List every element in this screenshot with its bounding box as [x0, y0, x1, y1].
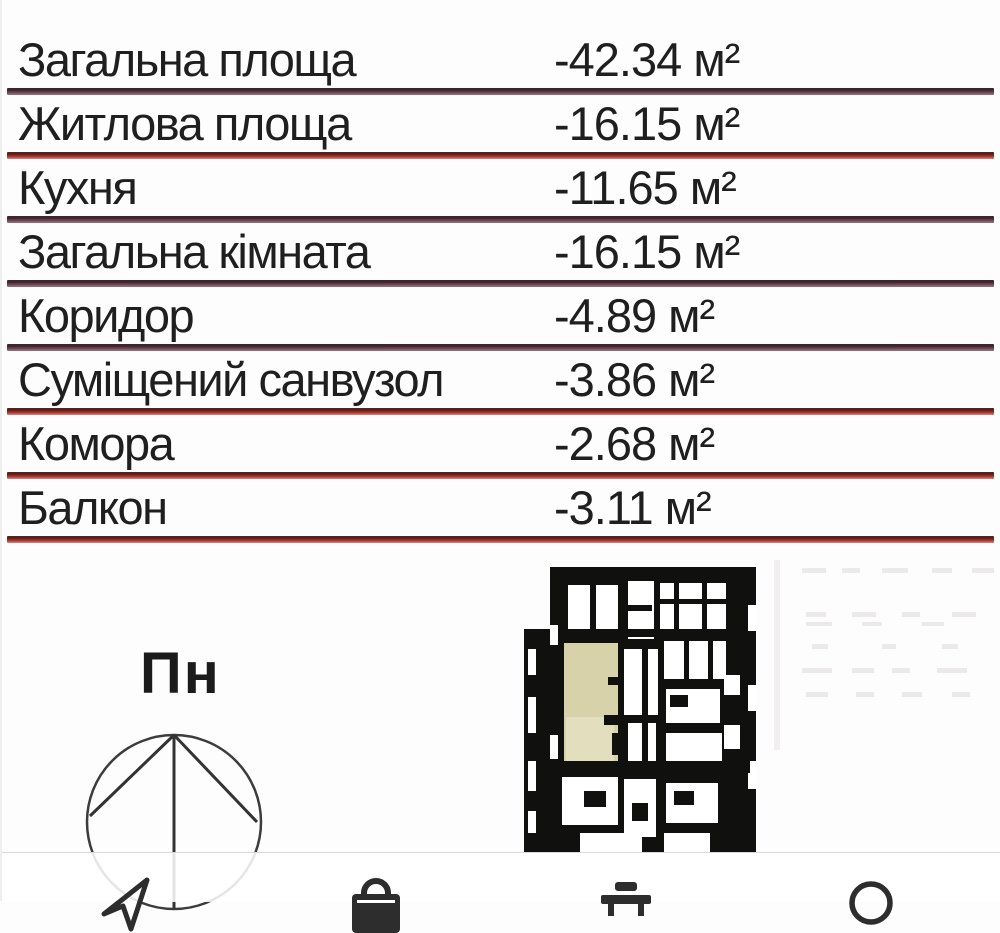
account-icon[interactable] [845, 873, 897, 933]
row-value: -3.86 м² [554, 352, 715, 406]
row-divider [7, 472, 994, 479]
shopping-bag-icon[interactable] [350, 873, 402, 933]
row-divider [7, 408, 994, 415]
area-table [2, 0, 1000, 546]
row-label: Кухня [18, 160, 137, 214]
table-row [2, 290, 1000, 340]
floor-plan-image[interactable] [524, 565, 769, 865]
row-value: -3.11 м² [554, 480, 711, 534]
row-label: Загальна кімната [18, 224, 370, 278]
compass-north-label: Пн [140, 641, 221, 706]
row-value: -16.15 м² [554, 96, 740, 150]
table-row [2, 98, 1000, 148]
table-row [2, 354, 1000, 404]
row-divider [7, 536, 994, 543]
row-divider [7, 344, 994, 351]
row-label: Суміщений санвузол [18, 352, 444, 406]
row-label: Коридор [18, 288, 194, 342]
row-divider [7, 88, 994, 95]
row-label: Балкон [18, 480, 167, 534]
row-label: Загальна площа [18, 32, 356, 86]
table-row [2, 226, 1000, 276]
table-row [2, 482, 1000, 532]
row-value: -16.15 м² [554, 224, 740, 278]
row-value: -42.34 м² [554, 32, 740, 86]
table-row [2, 162, 1000, 212]
row-divider [7, 280, 994, 287]
navigation-arrow-icon[interactable] [100, 873, 152, 933]
table-row [2, 418, 1000, 468]
row-value: -2.68 м² [554, 416, 715, 470]
row-divider [7, 152, 994, 159]
row-value: -4.89 м² [554, 288, 715, 342]
briefcase-icon[interactable] [600, 873, 652, 933]
row-label: Комора [18, 416, 174, 470]
row-label: Житлова площа [18, 96, 351, 150]
adjacent-plan-ghost [772, 560, 1000, 760]
table-row [2, 34, 1000, 84]
row-value: -11.65 м² [554, 160, 736, 214]
row-divider [7, 216, 994, 223]
bottom-toolbar [2, 852, 1000, 902]
